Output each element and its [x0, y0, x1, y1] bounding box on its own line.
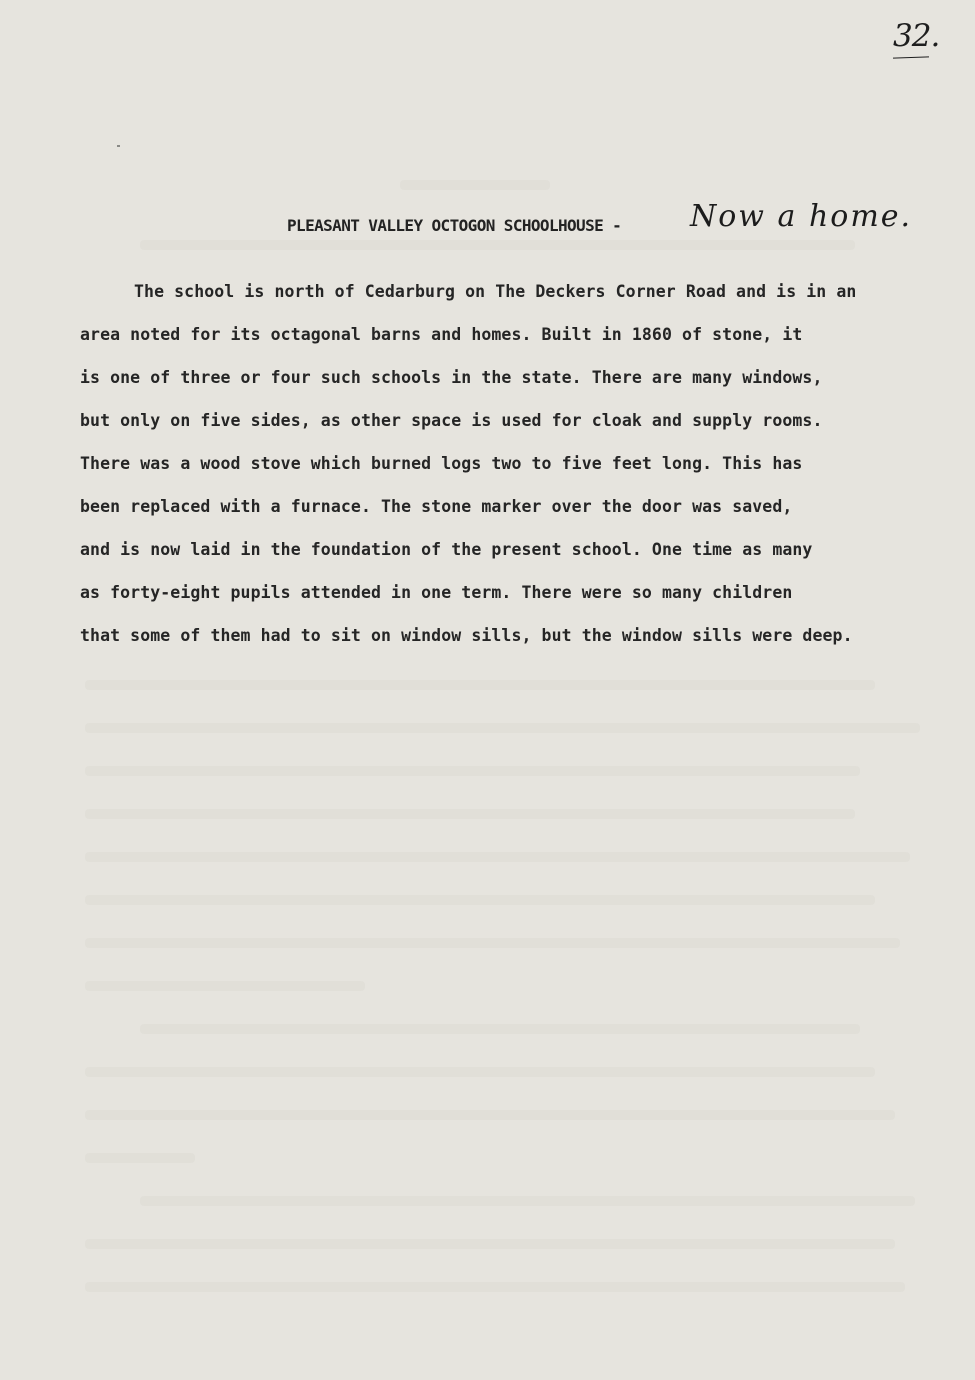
page-number: 32.	[893, 18, 940, 54]
paper-speck	[117, 145, 120, 147]
handwritten-note: Now a home.	[690, 199, 913, 234]
paragraph-line: and is now laid in the foundation of the present school. One time as many	[80, 540, 813, 559]
paragraph-line: There was a wood stove which burned logs two to five feet long. This has	[80, 454, 803, 473]
paragraph-line: is one of three or four such schools in the state. There are many windows,	[80, 368, 823, 387]
paragraph-line: but only on five sides, as other space is used for cloak and supply rooms.	[80, 411, 823, 430]
paragraph-line: The school is north of Cedarburg on The Deckers Corner Road and is in an	[134, 282, 857, 301]
paragraph-line: that some of them had to sit on window sills, but the window sills were deep.	[80, 626, 853, 645]
page-number-underline	[893, 56, 929, 58]
paragraph-line: as forty-eight pupils attended in one term. There were so many children	[80, 583, 793, 602]
paragraph-line: been replaced with a furnace. The stone marker over the door was saved,	[80, 497, 793, 516]
paragraph-line: area noted for its octagonal barns and homes. Built in 1860 of stone, it	[80, 325, 803, 344]
document-heading: PLEASANT VALLEY OCTOGON SCHOOLHOUSE -	[287, 216, 622, 235]
